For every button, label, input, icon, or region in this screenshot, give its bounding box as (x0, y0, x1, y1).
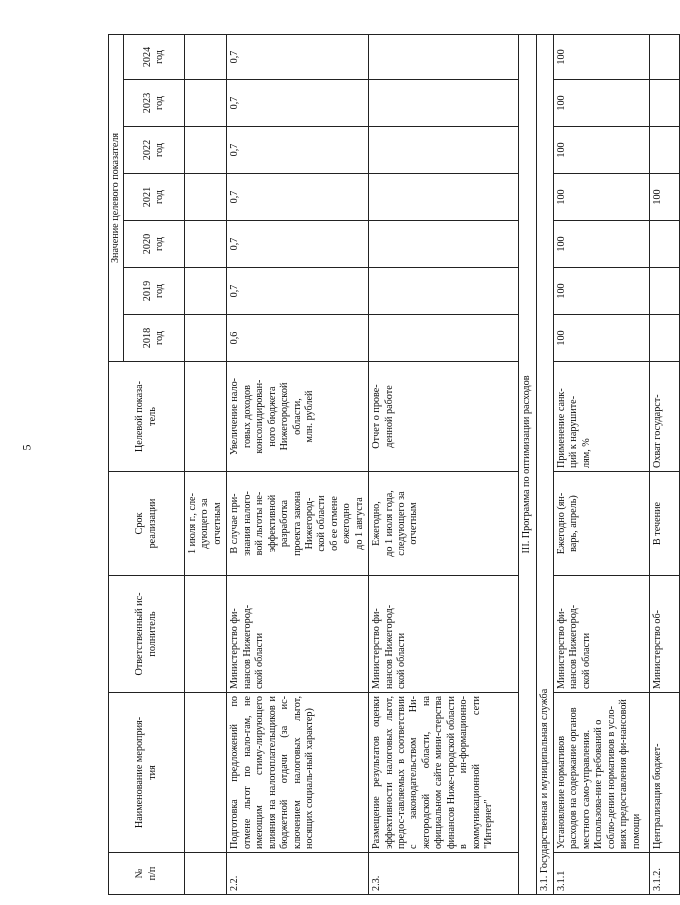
cell-value (650, 127, 680, 174)
table-row (650, 34, 680, 894)
rotated-table-wrapper (108, 35, 663, 895)
cell-value (650, 80, 680, 127)
header-year: 2021 год (124, 174, 185, 221)
header-year: 2018 год (124, 315, 185, 362)
cell-value (185, 127, 227, 174)
cell-value: 100 (554, 268, 650, 315)
cell-indicator: Охват государст- (650, 362, 680, 472)
header-year: 2022 год (124, 127, 185, 174)
cell-term: В случае при- знания налого- вой льготы не- эффективной разработка проекта закона Нижегород- ской области об ее отмене ежегодно до 1 августа (227, 472, 369, 576)
cell-indicator: Отчет о прове- денной работе (369, 362, 519, 472)
cell-responsible: Министерство фи- нансов Нижегород- ской области (369, 576, 519, 693)
cell-term: 1 июля г., сле- дующего за отчетным (185, 472, 227, 576)
cell-indicator: Увеличение нало- говых доходов консолидирован- ного бюджета Нижегородской области, млн. рублей (227, 362, 369, 472)
cell-num (185, 853, 227, 895)
cell-responsible: Министерство фи- нансов Нижегород- ской области (227, 576, 369, 693)
section-row (519, 34, 536, 894)
cell-value (650, 34, 680, 79)
subsection-row (536, 34, 553, 894)
cell-num: 2.2. (227, 853, 369, 895)
header-num: № п/п (109, 853, 185, 895)
cell-responsible (185, 576, 227, 693)
cell-value: 100 (554, 34, 650, 79)
cell-num: 3.1.2. (650, 853, 680, 895)
measures-table (108, 34, 680, 895)
cell-value (185, 34, 227, 79)
page-number: 5 (19, 444, 34, 451)
cell-value (369, 221, 519, 268)
cell-value (185, 315, 227, 362)
cell-value: 0,7 (227, 174, 369, 221)
cell-value (369, 127, 519, 174)
cell-num: 3.1.1 (554, 853, 650, 895)
cell-value: 0,7 (227, 34, 369, 79)
cell-name: Подготовка предложений по отмене льгот по нало-гам, не имеющим стиму-лирующего влияния на налогоплательщиков и бюджетной отдачи (за ис-ключением налоговых льгот, носящих социаль-ный характер) (227, 693, 369, 853)
header-row (109, 34, 124, 894)
cell-value: 0,7 (227, 268, 369, 315)
header-term: Срок реализации (109, 472, 185, 576)
cell-value (185, 80, 227, 127)
cell-value (185, 268, 227, 315)
cell-value (185, 174, 227, 221)
table-row (227, 34, 369, 894)
table-row (185, 34, 227, 894)
cell-value: 100 (554, 315, 650, 362)
header-year: 2019 год (124, 268, 185, 315)
section-title: III. Программа по оптимизации расходов (519, 34, 536, 894)
cell-value: 0,7 (227, 221, 369, 268)
subsection-title: 3.1. Государственная и муниципальная служба (536, 34, 553, 894)
cell-value: 100 (554, 127, 650, 174)
cell-indicator (185, 362, 227, 472)
table-row (369, 34, 519, 894)
cell-name: Размещение результатов оценки эффективности налоговых льгот, предос-тавляемых в соответствии с законодательством Ни-жегородской области, на официальном сайте мини-стерства финансов Ниже-городской области в ин-формационно-коммуникационной сети "Интернет" (369, 693, 519, 853)
header-year: 2020 год (124, 221, 185, 268)
cell-indicator: Применение санк- ций к нарушите- лям, % (554, 362, 650, 472)
cell-term: Ежегодно, до 1 июля года, следующего за отчетным (369, 472, 519, 576)
cell-value: 0,7 (227, 127, 369, 174)
cell-responsible: Министерство об- (650, 576, 680, 693)
cell-responsible: Министерство фи- нансов Нижегород- ской области (554, 576, 650, 693)
cell-num: 2.3. (369, 853, 519, 895)
cell-value (369, 174, 519, 221)
cell-value (650, 268, 680, 315)
cell-value (369, 80, 519, 127)
cell-value (369, 268, 519, 315)
cell-value: 100 (650, 174, 680, 221)
cell-value (650, 315, 680, 362)
cell-value: 100 (554, 80, 650, 127)
cell-value: 100 (554, 221, 650, 268)
cell-value (185, 221, 227, 268)
header-year: 2024 год (124, 34, 185, 79)
cell-term: В течение (650, 472, 680, 576)
cell-name (185, 693, 227, 853)
header-responsible: Ответственный ис- полнитель (109, 576, 185, 693)
cell-name: Централизация бюджет- (650, 693, 680, 853)
cell-value (369, 315, 519, 362)
cell-value: 0,7 (227, 80, 369, 127)
cell-value: 100 (554, 174, 650, 221)
header-values-group: Значение целевого показателя (109, 34, 124, 361)
cell-value (369, 34, 519, 79)
header-indicator: Целевой показа- тель (109, 362, 185, 472)
cell-term: Ежегодно (ян- варь, апрель) (554, 472, 650, 576)
cell-name: Установление нормативов расходов на содержание органов местного само-управления. Использова-ние требований о соблю-дении нормативов в усло-виях предоставления фи-нансовой помощи (554, 693, 650, 853)
header-name: Наименование мероприя- тия (109, 693, 185, 853)
cell-value: 0,6 (227, 315, 369, 362)
header-year: 2023 год (124, 80, 185, 127)
table-row (554, 34, 650, 894)
cell-value (650, 221, 680, 268)
